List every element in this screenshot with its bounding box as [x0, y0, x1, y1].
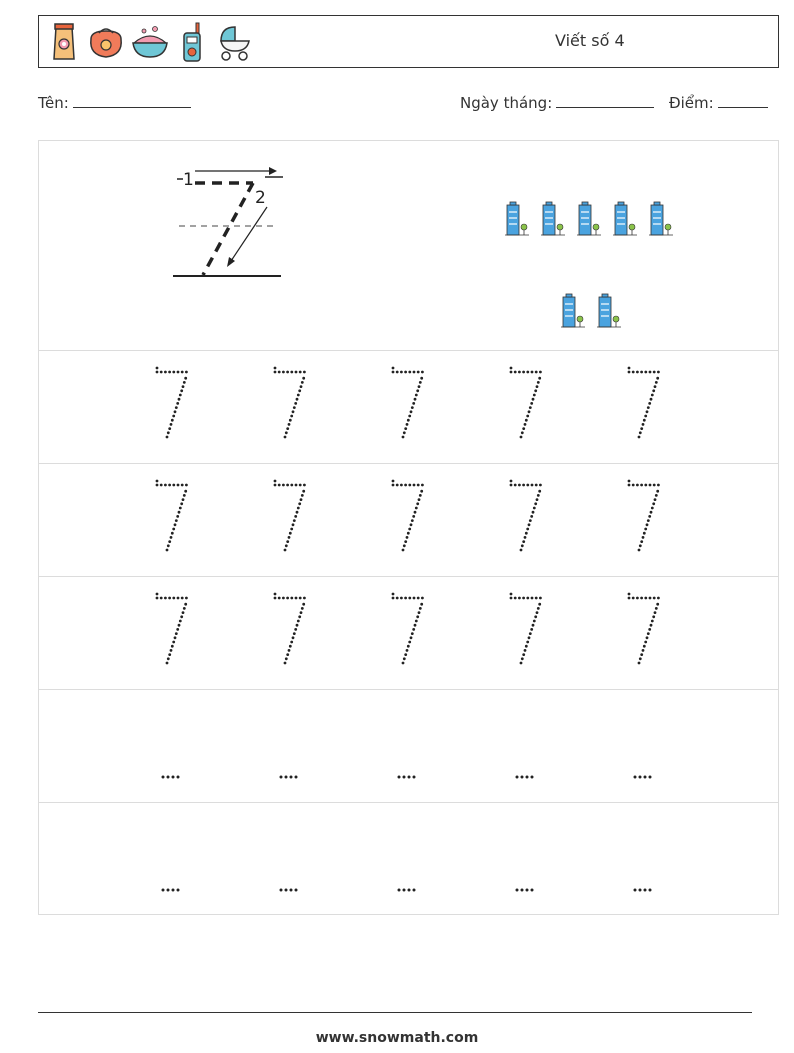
header-box [38, 15, 779, 68]
walkie-talkie-icon [175, 21, 209, 63]
dotted-digit-trace[interactable] [389, 478, 433, 558]
blank-writing-space[interactable] [631, 768, 671, 782]
building-icon [649, 202, 673, 235]
dotted-digit-trace[interactable] [153, 365, 197, 445]
blank-row [39, 690, 778, 803]
name-field[interactable] [38, 93, 191, 112]
name-label: Tên: [38, 94, 69, 112]
page-title: Viết số 4 [555, 31, 625, 50]
date-blank[interactable] [556, 93, 654, 108]
stroller-icon [215, 21, 253, 63]
blank-writing-space[interactable] [395, 768, 435, 782]
stroke-number-2: 2 [255, 188, 266, 208]
cup-icon [47, 21, 81, 63]
score-blank[interactable] [718, 93, 768, 108]
object-count-group [39, 141, 778, 351]
dotted-digit-trace[interactable] [625, 478, 669, 558]
blank-row [39, 803, 778, 915]
blank-writing-space[interactable] [631, 881, 671, 895]
dotted-digit-trace[interactable] [271, 591, 315, 671]
blank-writing-space[interactable] [277, 768, 317, 782]
dotted-digit-trace[interactable] [507, 591, 551, 671]
dotted-digit-trace[interactable] [507, 365, 551, 445]
dotted-digit-trace[interactable] [271, 365, 315, 445]
building-icon [577, 202, 601, 235]
building-icon [597, 294, 621, 327]
building-icon [505, 202, 529, 235]
blank-writing-space[interactable] [277, 881, 317, 895]
dotted-digit-trace[interactable] [153, 591, 197, 671]
dotted-digit-trace[interactable] [271, 478, 315, 558]
footer-url[interactable]: www.snowmath.com [315, 1030, 479, 1046]
score-field[interactable] [669, 93, 768, 112]
name-blank[interactable] [73, 93, 191, 108]
building-icon [613, 202, 637, 235]
demo-row [39, 141, 778, 351]
building-icon [561, 294, 585, 327]
date-field[interactable] [460, 93, 654, 112]
trace-row [39, 577, 778, 690]
bowl-icon [131, 21, 169, 63]
blank-writing-space[interactable] [159, 768, 199, 782]
trace-row [39, 464, 778, 577]
dotted-digit-trace[interactable] [389, 365, 433, 445]
stroke-number-1: 1 [183, 170, 194, 190]
trace-row [39, 351, 778, 464]
date-label: Ngày tháng: [460, 94, 553, 112]
header-icons [47, 21, 253, 63]
blank-writing-space[interactable] [513, 768, 553, 782]
dotted-digit-trace[interactable] [625, 591, 669, 671]
building-icon [541, 202, 565, 235]
blank-writing-space[interactable] [159, 881, 199, 895]
blank-writing-space[interactable] [395, 881, 435, 895]
dotted-digit-trace[interactable] [389, 591, 433, 671]
dotted-digit-trace[interactable] [507, 478, 551, 558]
blank-writing-space[interactable] [513, 881, 553, 895]
dotted-digit-trace[interactable] [153, 478, 197, 558]
bag-icon [87, 21, 125, 63]
worksheet [38, 140, 779, 915]
score-label: Điểm: [669, 94, 714, 112]
footer-divider [38, 1012, 752, 1013]
dotted-digit-trace[interactable] [625, 365, 669, 445]
